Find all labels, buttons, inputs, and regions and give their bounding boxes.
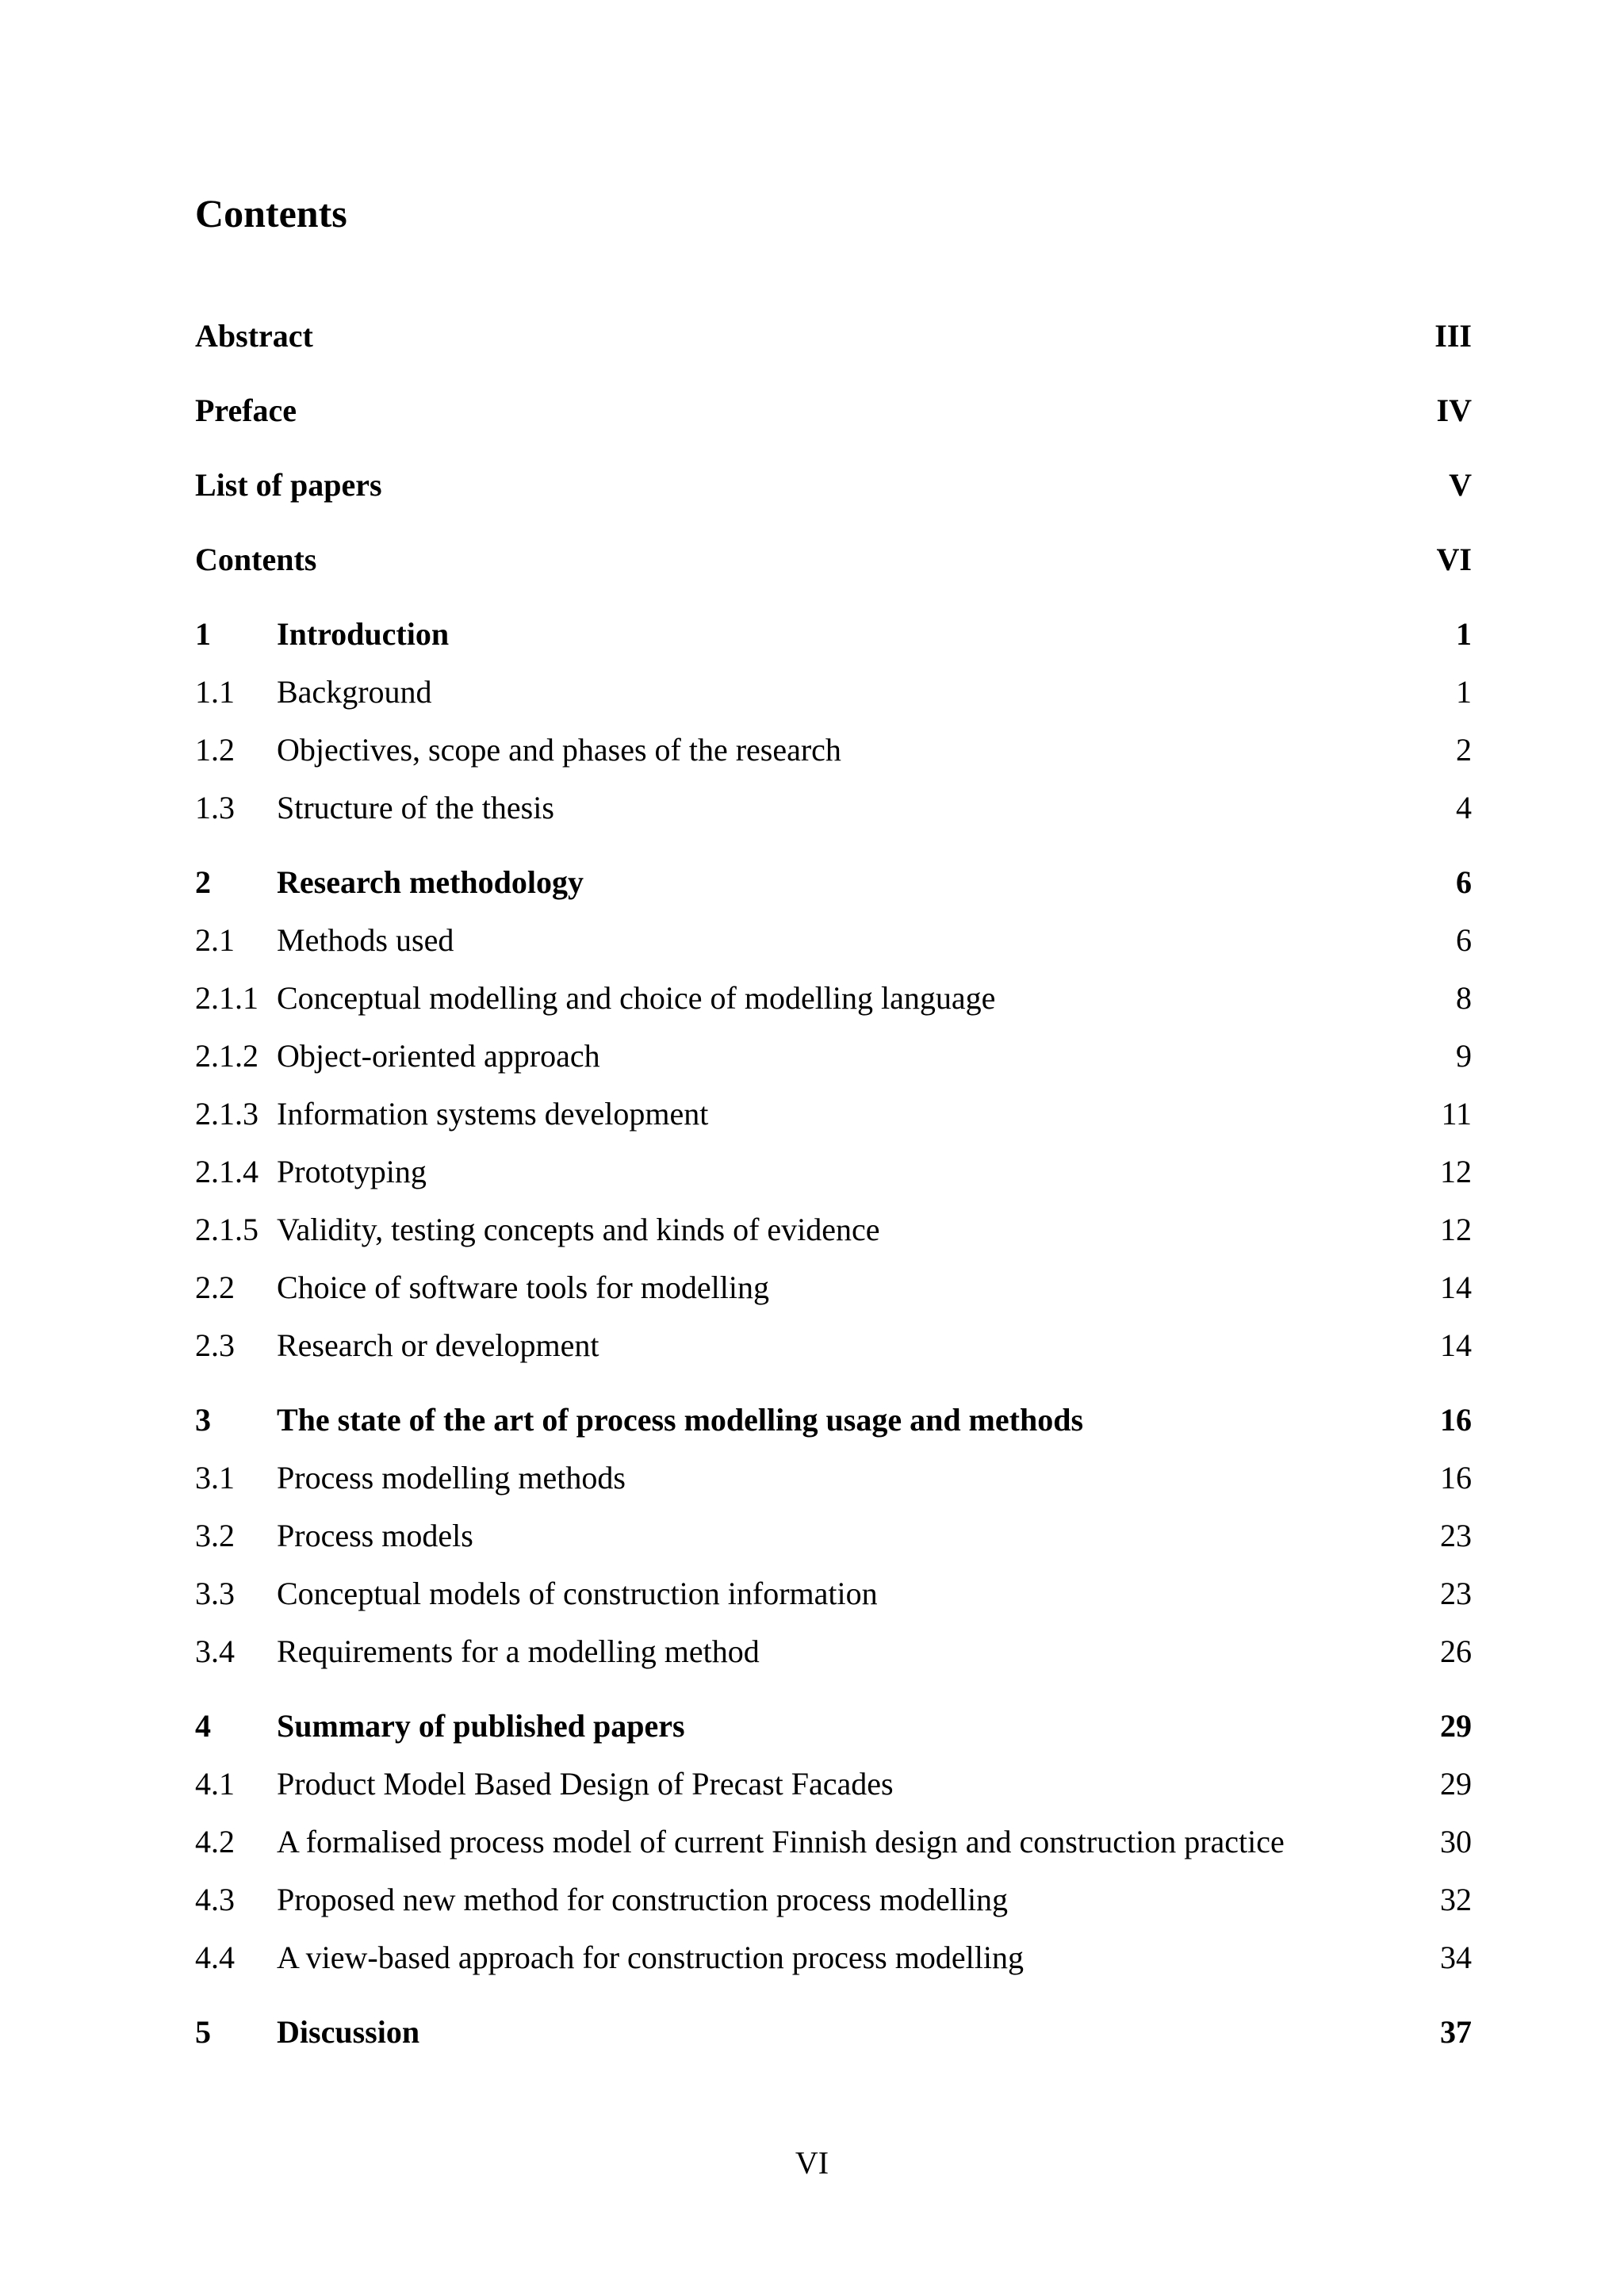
toc-entry-number: 2.1	[195, 922, 235, 958]
toc-entry-number: 4.1	[195, 1766, 235, 1802]
toc-entry-page: 16	[1440, 1460, 1472, 1496]
toc-entry	[195, 1936, 1472, 1980]
toc-entry-title: Process models	[277, 1518, 473, 1553]
toc-entry-title: Validity, testing concepts and kinds of evidence	[277, 1212, 880, 1247]
toc-entry-page: 37	[1440, 2014, 1472, 2050]
toc-entry	[195, 538, 1472, 582]
toc-entry-number: 4	[195, 1708, 211, 1744]
toc-entry-number: 1	[195, 616, 211, 652]
toc-entry-number: 4.3	[195, 1882, 235, 1917]
toc-entry-page: 2	[1456, 732, 1472, 768]
toc-entry-title: The state of the art of process modelling usage and methods	[277, 1402, 1084, 1438]
toc-entry	[195, 1572, 1472, 1616]
toc-entry-number: 2.3	[195, 1327, 235, 1363]
toc-entry-page: 29	[1440, 1708, 1472, 1744]
toc-entry-title: Research methodology	[277, 864, 584, 900]
toc-entry-title: Summary of published papers	[277, 1708, 685, 1744]
toc-entry-number: 5	[195, 2014, 211, 2050]
toc-entry-number: 1.2	[195, 732, 235, 768]
toc-entry	[195, 1266, 1472, 1310]
toc-entry-title: Product Model Based Design of Precast Facades	[277, 1766, 894, 1802]
toc-entry	[195, 1323, 1472, 1368]
toc-entry	[195, 1878, 1472, 1922]
toc-entry-page: 23	[1440, 1518, 1472, 1553]
toc-entry-number: 2.1.2	[195, 1038, 259, 1074]
toc-entry-title: List of papers	[195, 467, 382, 503]
toc-entry-page: V	[1449, 467, 1472, 503]
page-number-footer: VI	[795, 2145, 829, 2181]
toc-entry-number: 1.1	[195, 674, 235, 710]
toc-entry-number: 2.1.3	[195, 1096, 259, 1132]
toc-entry-page: 6	[1456, 922, 1472, 958]
toc-entry-title: Conceptual modelling and choice of modelling language	[277, 980, 996, 1016]
toc-entry	[195, 1762, 1472, 1806]
toc-entry	[195, 976, 1472, 1021]
toc-entry-number: 4.4	[195, 1940, 235, 1975]
toc-entry	[195, 389, 1472, 433]
toc-entry-title: Requirements for a modelling method	[277, 1633, 760, 1669]
toc-entry-page: 14	[1440, 1270, 1472, 1305]
toc-entry-page: 12	[1440, 1154, 1472, 1189]
toc-entry-title: Preface	[195, 393, 297, 428]
toc-entry-page: 16	[1440, 1402, 1472, 1438]
toc-entry-page: 14	[1440, 1327, 1472, 1363]
toc-entry	[195, 1208, 1472, 1252]
toc-entry-title: Process modelling methods	[277, 1460, 626, 1496]
toc-entry-title: Choice of software tools for modelling	[277, 1270, 769, 1305]
toc-entry-page: 1	[1456, 616, 1472, 652]
toc-entry-page: III	[1434, 318, 1472, 354]
toc-entry	[195, 728, 1472, 772]
toc-entry-number: 2	[195, 864, 211, 900]
toc-entry	[195, 314, 1472, 358]
toc-entry-page: 4	[1456, 790, 1472, 825]
toc-entry-title: Background	[277, 674, 432, 710]
toc-entry	[195, 860, 1472, 905]
toc-entry-page: 32	[1440, 1882, 1472, 1917]
toc-entry-page: 6	[1456, 864, 1472, 900]
toc-entry	[195, 1092, 1472, 1136]
toc-entry-number: 2.1.5	[195, 1212, 259, 1247]
toc-entry-title: Proposed new method for construction process modelling	[277, 1882, 1009, 1917]
toc-entry-title: Information systems development	[277, 1096, 709, 1132]
toc-entry-number: 2.2	[195, 1270, 235, 1305]
toc-entry-title: Abstract	[195, 318, 313, 354]
toc-entry-number: 4.2	[195, 1824, 235, 1859]
toc-entry-title: Prototyping	[277, 1154, 427, 1189]
toc-entry-page: 8	[1456, 980, 1472, 1016]
toc-entry-page: 1	[1456, 674, 1472, 710]
toc-entry-title: Research or development	[277, 1327, 599, 1363]
toc-entry	[195, 786, 1472, 830]
toc-entry-title: Object-oriented approach	[277, 1038, 600, 1074]
toc-entry-title: Discussion	[277, 2014, 420, 2050]
toc-entry-title: Objectives, scope and phases of the research	[277, 732, 841, 768]
toc-entry-number: 2.1.4	[195, 1154, 259, 1189]
toc-entry-title: Conceptual models of construction information	[277, 1576, 878, 1611]
page-title: Contents	[195, 191, 347, 236]
toc-entry-title: A formalised process model of current Finnish design and construction practice	[277, 1824, 1285, 1859]
toc-entry-title: Structure of the thesis	[277, 790, 554, 825]
toc-entry-page: 34	[1440, 1940, 1472, 1975]
toc-entry-page: 12	[1440, 1212, 1472, 1247]
toc-entry	[195, 1820, 1472, 1864]
toc-entry-number: 3.2	[195, 1518, 235, 1553]
toc-entry-number: 3.3	[195, 1576, 235, 1611]
toc-entry-page: VI	[1436, 542, 1472, 577]
toc-entry-page: 29	[1440, 1766, 1472, 1802]
toc-entry	[195, 1704, 1472, 1748]
toc-entry	[195, 1034, 1472, 1078]
toc-entry-number: 3.1	[195, 1460, 235, 1496]
toc-entry	[195, 612, 1472, 657]
toc-entry-title: Contents	[195, 542, 317, 577]
toc-entry	[195, 670, 1472, 714]
toc-entry-page: 23	[1440, 1576, 1472, 1611]
toc-entry	[195, 1398, 1472, 1442]
toc-entry	[195, 1514, 1472, 1558]
toc-entry-page: 30	[1440, 1824, 1472, 1859]
toc-entry-title: A view-based approach for construction process modelling	[277, 1940, 1024, 1975]
toc-entry-number: 2.1.1	[195, 980, 259, 1016]
toc-entry	[195, 1150, 1472, 1194]
toc-entry	[195, 2010, 1472, 2055]
toc-entry-number: 3.4	[195, 1633, 235, 1669]
toc-entry-page: 11	[1441, 1096, 1472, 1132]
toc-entry-title: Introduction	[277, 616, 450, 652]
toc-entry-number: 1.3	[195, 790, 235, 825]
toc-entry-page: IV	[1436, 393, 1472, 428]
toc-entry	[195, 918, 1472, 963]
toc-entry-title: Methods used	[277, 922, 454, 958]
toc-entry-page: 9	[1456, 1038, 1472, 1074]
toc-entry-number: 3	[195, 1402, 211, 1438]
toc-entry-page: 26	[1440, 1633, 1472, 1669]
toc-entry	[195, 1456, 1472, 1500]
toc-entry	[195, 463, 1472, 507]
toc-entry	[195, 1630, 1472, 1674]
